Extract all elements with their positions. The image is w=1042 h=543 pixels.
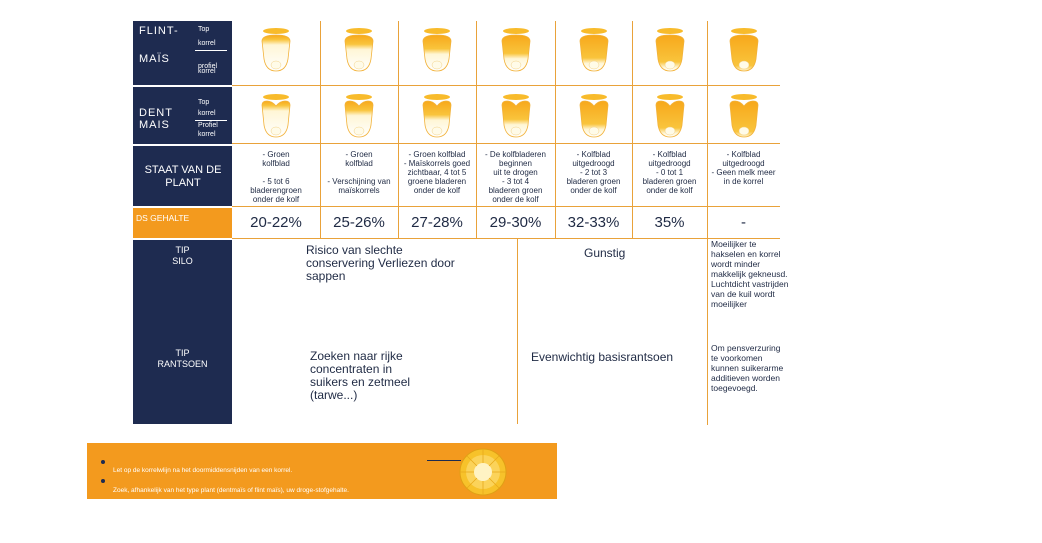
grid-line bbox=[232, 85, 780, 86]
dent-kernel-icon-4 bbox=[574, 91, 614, 143]
dent-kernel bbox=[339, 91, 379, 148]
dent-kernel-icon-2 bbox=[417, 91, 457, 143]
tip-silo-label: TIP SILO bbox=[172, 245, 193, 266]
stage-description-line: - Geen melk meer bbox=[711, 168, 776, 177]
ds-value: - bbox=[741, 214, 746, 231]
grid-line bbox=[517, 238, 518, 424]
tip-header bbox=[133, 240, 232, 424]
stage-description-line: kolfblad bbox=[262, 159, 290, 168]
grid-line bbox=[632, 21, 633, 238]
ds-value: 20-22% bbox=[250, 214, 302, 231]
dent-kernel-icon-6 bbox=[724, 91, 764, 143]
flint-kernel bbox=[417, 25, 457, 82]
flint-divider bbox=[195, 50, 227, 51]
stage-description-line: beginnen bbox=[499, 159, 532, 168]
footer-banner bbox=[87, 443, 557, 499]
dent-kernel-icon-1 bbox=[339, 91, 379, 143]
stage-description-line: uit te drogen bbox=[493, 168, 538, 177]
stage-description-line: kolfblad bbox=[345, 159, 373, 168]
dent-kernel bbox=[574, 91, 614, 148]
stage-description-line: - Kolfblad bbox=[652, 150, 687, 159]
flint-kernel bbox=[339, 25, 379, 82]
stage-description-line: groene bladeren bbox=[407, 177, 467, 186]
dent-kernel bbox=[496, 91, 536, 148]
flint-kernel-icon-1 bbox=[339, 25, 379, 77]
stage-description-line: - 5 tot 6 bbox=[262, 177, 290, 186]
flint-top-label: Top bbox=[198, 26, 210, 33]
dent-kernel bbox=[650, 91, 690, 148]
right-note-1: Moeilijker te hakselen en korrel wordt minder makkelijk gekneusd. Luchtdicht vastrijden van de kuil wordt moeilijker bbox=[711, 239, 789, 309]
dent-name-2: MAIS bbox=[139, 119, 170, 131]
flint-name: FLINT- bbox=[139, 25, 179, 37]
flint-name-2: MAÏS bbox=[139, 53, 170, 65]
flint-kernel bbox=[574, 25, 614, 82]
stage-description-line: uitgedroogd bbox=[722, 159, 765, 168]
stage-description-line: bladeren groen bbox=[488, 186, 543, 195]
stage-description-line: maïskorrels bbox=[338, 186, 380, 195]
stage-description-line: bladeren groen bbox=[566, 177, 621, 186]
dent-top-label: Top bbox=[198, 99, 210, 106]
dent-top-label-2: korrel bbox=[198, 110, 216, 117]
dent-kernel-icon-3 bbox=[496, 91, 536, 143]
stage-description-line: onder de kolf bbox=[646, 186, 693, 195]
flint-kernel-icon-0 bbox=[256, 25, 296, 77]
stage-description-line: in de korrel bbox=[723, 177, 764, 186]
stage-description-line: onder de kolf bbox=[492, 195, 539, 204]
flint-kernel bbox=[724, 25, 764, 82]
stage-description-line: - 2 tot 3 bbox=[579, 168, 608, 177]
silo-mid-note: Gunstig bbox=[584, 246, 626, 260]
dent-divider bbox=[195, 120, 227, 121]
pointer-arrow-icon bbox=[427, 460, 461, 461]
ds-header bbox=[133, 208, 232, 238]
grid-line bbox=[232, 238, 780, 239]
stage-description-line: uitgedroogd bbox=[648, 159, 691, 168]
rantsoen-left-note: Zoeken naar rijke concentraten in suikers en zetmeel (tarwe...) bbox=[310, 349, 411, 402]
dent-kernel bbox=[256, 91, 296, 148]
flint-profile-label: profiel bbox=[198, 63, 218, 70]
flint-header bbox=[133, 21, 232, 85]
flint-kernel bbox=[496, 25, 536, 82]
dent-kernel-icon-5 bbox=[650, 91, 690, 143]
dent-header bbox=[133, 87, 232, 144]
ds-value: 27-28% bbox=[411, 214, 463, 231]
staat-header bbox=[133, 146, 232, 206]
dent-kernel bbox=[417, 91, 457, 148]
grid-line bbox=[232, 206, 780, 207]
stage-description-line: - De kolfbladeren bbox=[485, 150, 546, 159]
footer-line-1: Let op de korrelwlijn na het doormiddensnijden van een korrel. bbox=[113, 467, 293, 474]
stage-description-line: - Groen kolfblad bbox=[408, 150, 466, 159]
grid-line bbox=[398, 21, 399, 238]
stage-description bbox=[480, 150, 551, 204]
ds-value: 29-30% bbox=[489, 214, 542, 231]
stage-description-line: onder de kolf bbox=[570, 186, 617, 195]
rantsoen-mid-note: Evenwichtig basisrantsoen bbox=[531, 350, 674, 364]
ds-label: DS GEHALTE bbox=[136, 213, 190, 223]
stage-description-line: onder de kolf bbox=[413, 186, 461, 195]
flint-kernel bbox=[256, 25, 296, 82]
stage-description-line: - Verschijning van bbox=[327, 177, 391, 186]
ds-value: 25-26% bbox=[333, 214, 385, 231]
tip-rantsoen-label: TIP RANTSOEN bbox=[157, 348, 208, 369]
flint-kernel-icon-5 bbox=[650, 25, 690, 77]
stage-description-line: - Maïskorrels goed bbox=[403, 159, 471, 168]
stage-description bbox=[559, 150, 628, 195]
dent-kernel bbox=[724, 91, 764, 148]
stage-description-line: - 3 tot 4 bbox=[501, 177, 530, 186]
stage-description-line: - Groen bbox=[345, 150, 373, 159]
stage-description-line: bladerengroen bbox=[250, 186, 302, 195]
staat-label: STAAT VAN DE PLANT bbox=[144, 164, 222, 189]
flint-top-label-2: korrel bbox=[198, 40, 216, 47]
stage-description bbox=[402, 150, 472, 195]
stage-description-line: - 0 tot 1 bbox=[655, 168, 684, 177]
bullet-icon bbox=[101, 460, 105, 464]
stage-description-line: - Kolfblad bbox=[726, 150, 761, 159]
flint-kernel-icon-4 bbox=[574, 25, 614, 77]
stage-description bbox=[236, 150, 316, 204]
dent-kernel-icon-0 bbox=[256, 91, 296, 143]
stage-description-line: - Kolfblad bbox=[576, 150, 611, 159]
flint-kernel-icon-6 bbox=[724, 25, 764, 77]
ds-value: 32-33% bbox=[567, 214, 620, 231]
stage-description-line bbox=[324, 168, 394, 177]
silo-left-note: Risico van slechte conservering Verliezen door sappen bbox=[306, 243, 455, 283]
grid-line bbox=[320, 21, 321, 238]
stage-description-line: bladeren groen bbox=[642, 177, 697, 186]
corn-cross-section-icon bbox=[457, 447, 509, 497]
flint-profile-label-2: korrel bbox=[198, 68, 216, 75]
dent-name: DENT bbox=[139, 107, 173, 119]
stage-description-line bbox=[236, 168, 316, 177]
grid-line bbox=[555, 21, 556, 238]
ds-value: 35% bbox=[654, 214, 685, 231]
stage-description bbox=[324, 150, 394, 195]
right-note-2: Om pensverzuring te voorkomen kunnen suikerarme additieven worden toegevoegd. bbox=[711, 343, 784, 393]
stage-description-line: uitgedroogd bbox=[572, 159, 615, 168]
dent-profile-label: Profiel bbox=[198, 122, 218, 129]
dent-profile-label-2: korrel bbox=[198, 131, 216, 138]
bullet-icon bbox=[101, 479, 105, 483]
stage-description-line: onder de kolf bbox=[252, 195, 300, 204]
flint-kernel bbox=[650, 25, 690, 82]
footer-line-2: Zoek, afhankelijk van het type plant (dentmaïs of flint maïs), uw droge-stofgehalte. bbox=[113, 487, 349, 494]
flint-kernel-icon-3 bbox=[496, 25, 536, 77]
grid-line bbox=[476, 21, 477, 238]
stage-description-line: zichtbaar, 4 tot 5 bbox=[407, 168, 467, 177]
stage-description-line: - Groen bbox=[262, 150, 290, 159]
flint-kernel-icon-2 bbox=[417, 25, 457, 77]
stage-description bbox=[711, 150, 776, 186]
stage-description bbox=[636, 150, 703, 195]
